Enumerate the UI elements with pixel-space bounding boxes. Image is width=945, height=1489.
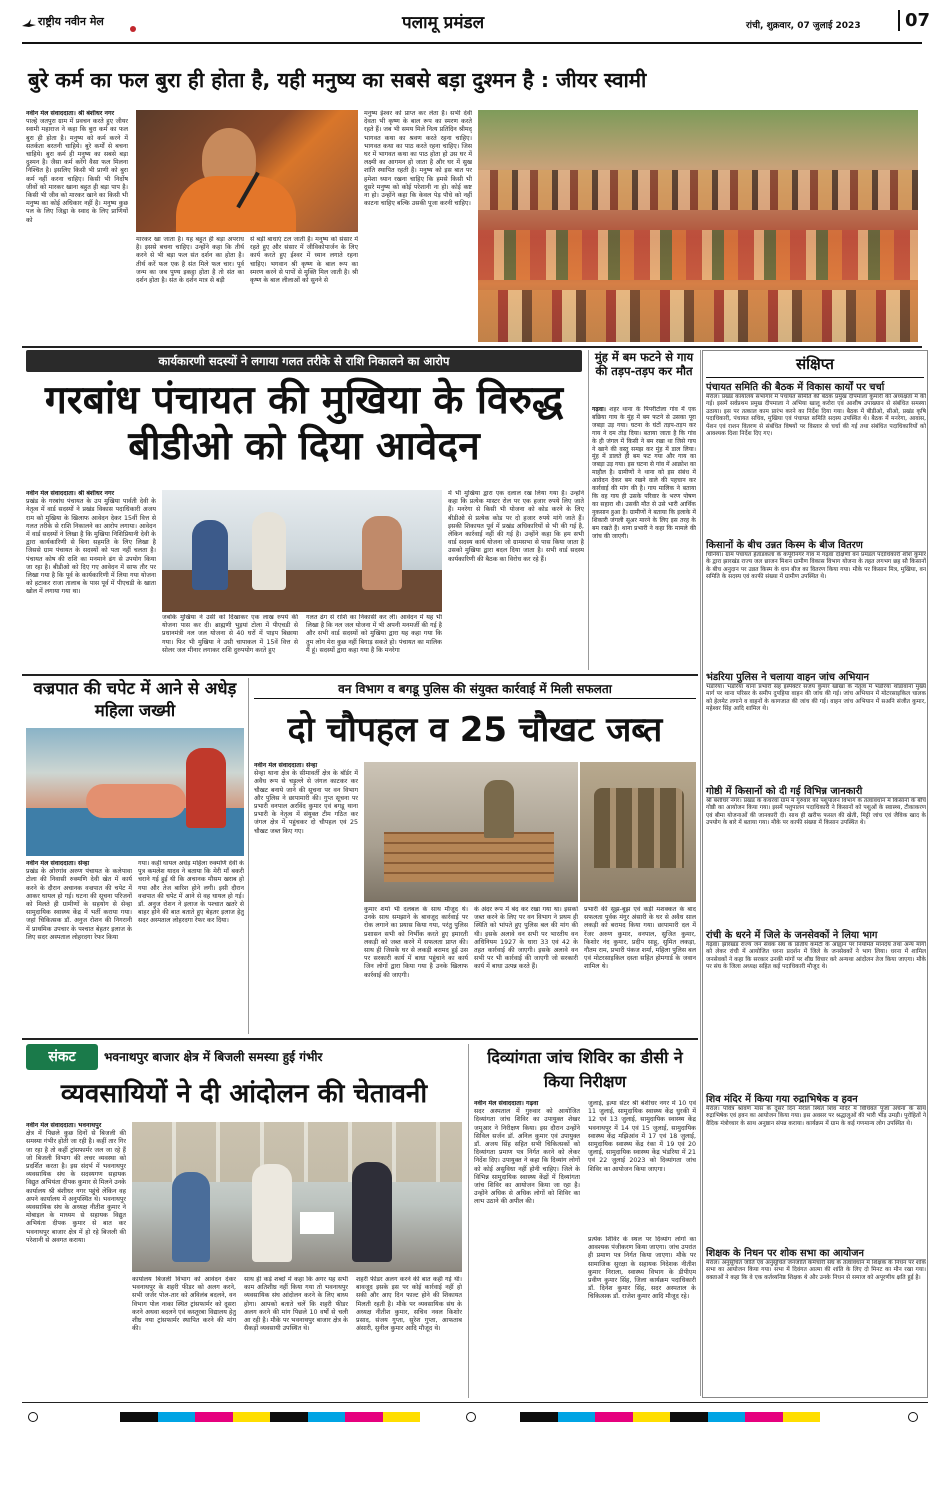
sidebar-item-4-body: श्री बंशीधर नगर। प्रखंड के कचरवा ग्राम में गुरुवार को पशुपालन विभाग के तत्वावधान में किसानों के बीच गोष्ठी का आयोजन किया गया। इसमें पशुपालन पदाधिकारी ने किसानों को पशुओं के स्वास्थ्य, टीकाकरण एवं बीमा योजनाओं की जानकारी दी। साथ ही खरीफ फसल की खेती, मिट्टी जांच एवं जैविक खाद के उपयोग के बारे में बताया गया। मौके पर काफी संख्या में किसान उपस्थित थे। xyxy=(706,798,926,827)
sidebar-title: संक्षिप्त xyxy=(706,354,924,378)
story5-col1-text: सेन्हा थाना क्षेत्र के सीमावर्ती क्षेत्र के बॉर्डर में अवैध रूप से चड़ुल्ले से जंगल काटकर कर चौखट बनाये जाने की सूचना पर वन विभाग और पुलिस ने छापामारी की। गुप्त सूचना पर प्रभारी वनपाल अरविंद कुमार एवं बगडू थाना प्रभारी के नेतृत्व में संयुक्त टीम गठित कर जंगल क्षेत्र में पहुंचकर दो चौपहल एवं 25 चौखट जब्त किए गए। xyxy=(254,770,358,835)
swatch xyxy=(633,1412,671,1422)
story1-col3: से बड़ी बाधाएं टल जाती है। मनुष्य को संसार में रहते हुए और संसार में जीविकोपार्जन के लिए कार्य करते हुए ईश्वर में ध्यान लगाते रहना चाहिए। भगवान श्री कृष्ण के बाल रूप का स्मरण करने से पापों से मुक्ति मिल जाती है। श्री कृष्ण के बाल लीलाओं को सुनने से xyxy=(250,236,358,285)
dateline: रांची, शुक्रवार, 07 जुलाई 2023 xyxy=(746,21,861,31)
swatch xyxy=(670,1412,708,1422)
swatch xyxy=(383,1412,421,1422)
story6-col1-text: क्षेत्र में पिछले कुछ दिनों से बिजली की समस्या गंभीर होती जा रही है। कहीं तार गिर जा रहा है तो कहीं ट्रांसफार्मर जल जा रहे हैं जो बिजली विभाग की लचर व्यवस्था को प्रदर्शित करता है। इस संदर्भ में भवनाथपुर व्यवसायिक संघ के सदस्यगण सहायक विद्युत अभियंता दीपक कुमार से मिलने उनके कार्यालय श्री बंशीधर नगर पहुंचे लेकिन वह अपने कार्यालय में अनुपस्थित थे। भवनाथपुर व्यवसायिक संघ के अध्यक्ष नीतीश कुमार ने मोबाइल के माध्यम से सहायक विद्युत अभियंता दीपक कुमार से बात कर भवनाथपुर बाजार क्षेत्र में हो रहे बिजली की परेशानी से अवगत कराया। xyxy=(26,1130,126,1244)
swatch xyxy=(783,1412,821,1422)
story5-col4: प्रभारी की सूझ-बूझ एवं कड़ी मशक्कत के बाद सफलता पूर्वक मंगुर अंसारी के घर से अवैध साल लकड़ी को बरामद किया गया। छापामारी दल में रेंजर अरुण कुमार, वनपाल, सुजित कुमार, किशोर नंद कुमार, प्रदीप साहू, सुमित लकड़ा, गौतम राम, प्रभारी पंकज शर्मा, महिला पुलिस बल एवं मोटरसाइकिल दस्ता सहित होमगार्ड के जवान शामिल थे। xyxy=(584,906,696,971)
swatch xyxy=(120,1412,158,1422)
story2-col3: गलत ढंग से राशि का निकासी कर ली। आवेदन में यह भी लिखा है कि नल जल योजना में भी अपनी मनमर्जी की गई है और सभी वार्ड सदस्यों को मुखिया द्वारा यह कहा गया कि तुम लोग मेरा कुछ नहीं बिगाड़ सकते हो। पंचायत का मालिक मैं हूं। सदस्यों द्वारा कहा गया है कि मनरेगा xyxy=(306,614,442,654)
sidebar-item-2-headline: किसानों के बीच उन्नत किस्म के बीज वितरण xyxy=(706,538,926,552)
story2-col4: में भी मुखिया द्वारा एक दलाल रख लिया गया है। उन्होंने कहा कि प्रत्येक मास्टर रोल पर एक हजार रुपये लिए जाते हैं। मनरेगा से किसी भी योजना को कोड करने के लिए बीडीओ से प्रत्येक कोड पर दो हजार रुपये मांगे जाते हैं। इसकी शिकायत पूर्व में प्रखंड अधिकारियों से भी की गई है, लेकिन कार्रवाई नहीं की गई है। उन्होंने कहा कि हम सभी वार्ड सदस्य कार्य योजना जो ग्रामसभा से पास किया जाता है उसको मुखिया द्वारा बदल दिया जाता है। सभी वार्ड सदस्य कार्यकारिणी की बैठक का विरोध कर रहे हैं। xyxy=(448,490,584,563)
section-title: पलामू प्रमंडल xyxy=(402,13,485,33)
story1-byline: नवीन मेल संवाददाता। श्री बंशीधर नगर xyxy=(26,110,115,117)
crowd-band-3 xyxy=(478,290,918,342)
story4-col1-text: प्रखंड के ओरगांव अरुण पंचायत के कलेपावा टोला की निवासी रुक्मणि देवी खेत में कार्य करने के दौरान अचानक वज्रपात की चपेट में आकर घायल हो गई। घटना की सूचना परिजनों को मिलते ही ग्रामीणों के सहयोग से सेन्हा सामुदायिक स्वास्थ्य केंद्र में भर्ती कराया गया। जहां चिकित्सक डॉ. अनुज रोशन की निगरानी में प्राथमिक उपचार के पश्चात बेहतर इलाज के लिए सदर अस्पताल लोहरदगा रेफर किया xyxy=(26,868,132,941)
story6-kicker: भवनाथपुर बाजार क्षेत्र में बिजली समस्या हुई गंभीर xyxy=(104,1050,323,1064)
photo-patient xyxy=(86,784,186,818)
registration-mark-left xyxy=(28,1412,38,1422)
divider-1 xyxy=(22,346,922,348)
story7-col1 xyxy=(474,1100,580,1398)
photo-robe xyxy=(176,176,296,232)
vertical-divider-3 xyxy=(248,678,249,1034)
story6-col4: शहरी फीडर अलग करने की बात कही गई थी। बावजूद इसके इस पर कोई कार्रवाई नहीं हो सकी और आए दिन फाल्ट होने की शिकायत मिलती रहती है। मौके पर व्यवसायिक संघ के अध्यक्ष नीतीश कुमार, सचिव नवल किशोर प्रसाद, संजय गुप्ता, सुरेश गुप्ता, आफताब अंसारी, सुनील कुमार आदि मौजूद थे। xyxy=(356,1276,462,1333)
sidebar-item-3-body: भंडरिया। भंडरिया थाना प्रभारी सह इंस्पेक्टर संजय कुमार खाखा के नेतृत्व में भंडरिया थोडावाना मुख्य मार्ग पर थाना परिसर के समीप दुपहिया वाहन की जांच की गई। जांच अभियान में मोटरसाइकिल चालक को हेलमेट लगाने व वाहनों के कागजात की जांच की गई। वाहन जांच अभियान में सअनि संजीत कुमार, महेश्वर सिंह आदि शामिल थे। xyxy=(706,684,926,713)
story4-col1 xyxy=(26,860,132,1032)
story2-kicker: कार्यकारणी सदस्यों ने लगाया गलत तरीके से राशि निकालने का आरोप xyxy=(26,350,582,372)
swatch xyxy=(158,1412,196,1422)
swatch xyxy=(745,1412,783,1422)
swatch xyxy=(520,1412,558,1422)
injured-woman-photo xyxy=(26,728,244,856)
story1-col4: मनुष्य ईश्वर को प्राप्त कर लेता है। सभी देवी देवता भी कृष्ण के बाल रूप का स्मरण करते रहते हैं। जब भी समय मिले नित्य प्रतिदिन श्रीमद् भागवत कथा का श्रवण करते रहना चाहिए। भागवत कथा का पाठ करते रहना चाहिए। जिस घर में भागवत कथा का पाठ होता हो उस घर में लक्ष्मी का आगमन हो जाता है और घर में सुख शांति स्थापित रहती है। मनुष्य को इस बात पर हमेशा ध्यान रखना चाहिए कि हमसे किसी भी दूसरे मनुष्य को कोई परेशानी ना हो। कोई कष्ट ना हो। उन्होंने कहा कि केवल पेड़ पौधे को नहीं काटना चाहिए बल्कि उसकी पूजा करनी चाहिए। xyxy=(364,110,472,208)
sidebar-item-2-body: चिनिया। ग्राम पंचायत हेताडकला के कर्पूरीनगर गांव में गढ़वा दक्षिणी वन प्रमंडल पदाधिकारी शशि कुमार के द्वारा झारखंड राज्य जल छाजन मिशन ग्रामीण विकास विभाग योजना के तहत लगभग छह सौ किसानों के बीच अनुदान पर उन्नत किस्म के धान बीज का वितरण किया गया। मौके पर किसान मित्र, मुखिया, वन समिति के सदस्य एवं काफी संख्या में ग्रामीण उपस्थित थे। xyxy=(706,552,926,581)
swatch xyxy=(558,1412,596,1422)
story1-headline: बुरे कर्म का फल बुरा ही होता है, यही मनुष्य का सबसे बड़ा दुश्मन है : जीयर स्वामी xyxy=(28,68,647,92)
crowd-band-2 xyxy=(478,230,918,280)
story3-body-text: शहर थाना के पिपरीटोला गांव में एक बछिया गाय के मुंह में बम फटने से उसका पूरा जबड़ा उड़ गया। घटना के घंटों तड़प-तड़प कर गाय ने दम तोड़ दिया। बताया जाता है कि गांव के ही जंगल में किसी ने बम रखा था जिसे गाय ने खाने की वस्तु समझ कर मुंह में डाल लिया। मुंह में डालते ही बम फट गया और गाय का जबड़ा उड़ गया। इस घटना से गांव में आक्रोश का माहौल है। ग्रामीणों ने थाना को इस संबंध में आवेदन देकर बम रखने वाले की पहचान कर कार्रवाई की मांग की है। गाय मालिक ने बताया कि वह गाय ही उसके परिवार के भरण पोषण का सहारा थी। उसकी मौत से उसे भारी आर्थिक नुकसान हुआ है। ग्रामीणों ने बताया कि इलाके में शिकारी जंगली सूअर मारने के लिए इस तरह के बम रखते हैं। थाना प्रभारी ने कहा कि मामले की जांच की जाएगी। xyxy=(592,406,696,540)
page-number: 07 xyxy=(898,10,930,31)
brand-dot xyxy=(130,26,136,32)
sidebar-item-1-body: मेराल। प्रखंड कार्यालय सभागार में पंचायत समिति की बैठक प्रमुख दीपमाला कुमारी की अध्यक्षता में की गई। इसमें सर्वप्रथम प्रमुख दीपमाला ने अभिया खालू करोरा एवं आशीष उपाख्यान से संबंधित समस्या उठाया। इस पर तत्काल काम प्रारंभ करने का निर्देश दिया गया। बैठक में बीडीओ, सीओ, प्रखंड कृषि पदाधिकारी, पंचायत सचिव, मुखिया एवं पंचायत समिति सदस्य उपस्थित थे। बैठक में मनरेगा, आवास, पेंशन एवं राशन वितरण से संबंधित विषयों पर विस्तार से चर्चा की गई तथा संबंधित पदाधिकारियों को आवश्यक दिशा निर्देश दिए गए। xyxy=(706,394,926,438)
story7-headline: दिव्यांगता जांच शिविर का डीसी ने किया निरीक्षण xyxy=(487,1048,683,1091)
story2-byline: नवीन मेल संवाददाता। श्री बंशीधर नगर xyxy=(26,490,115,497)
story6-col1 xyxy=(26,1122,126,1398)
story5-col2: कुमार शर्मा भी दलबल के साथ मौजूद थे। उनके साथ समझाने के बावजूद कार्रवाई पर रोक लगाने का प्रयास किया गया, परंतु पुलिस प्रशासन सभी को निर्भीक करते हुए इमारती लकड़ी को जब्त करने में सफलता प्राप्त की। साथ ही जिसके घर से लकड़ी बरामद हुई उस पर सरकारी कार्य में बाधा पहुंचाने का कार्य जिन लोगों द्वारा किया गया है उनके खिलाफ कार्रवाई की जाएगी। xyxy=(364,906,468,979)
sidebar-item-6-body: मेराल। पवित्र श्रावण मास के दूसरे दिन मेराल स्थित शिव मंदिर में विधिवत पूजा अर्चना के साथ रुद्राभिषेक एवं हवन का आयोजन किया गया। इस अवसर पर श्रद्धालुओं की भारी भीड़ उमड़ी। पुरोहितों ने वैदिक मंत्रोच्चार के साथ अनुष्ठान संपन्न कराया। कार्यक्रम में ग्राम के कई गणमान्य लोग उपस्थित थे। xyxy=(706,1106,926,1127)
photo-person-2 xyxy=(252,512,286,590)
photo-person-1 xyxy=(192,520,228,590)
divider-3 xyxy=(22,1038,698,1040)
swatch xyxy=(233,1412,271,1422)
swatch xyxy=(195,1412,233,1422)
sidebar-item-6-headline: शिव मंदिर में किया गया रुद्राभिषेक व हवन xyxy=(706,1092,926,1106)
story7-byline: नवीन मेल संवाददाता। गढ़वा xyxy=(474,1100,539,1107)
story6-label-badge: संकट xyxy=(26,1044,98,1070)
story5-col1 xyxy=(254,762,358,1034)
story1-col2: मारकर खा जाता है। यह बहुत ही बड़ा अपराध है। इससे बचना चाहिए। उन्होंने कहा कि तीर्थ करने से भी बड़ा फल संत दर्शन का होता है। तीर्थ करें फल एक है संत मिले फल चार। पूर्व जन्म का जब पुण्य इकट्ठा होता है तो संत का दर्शन होता है। संत के दर्शन मात्र से बड़ी xyxy=(136,236,244,285)
story4-col2: गया। कहीं घायल अधेड़ महिला रुक्मणि देवी के पुत्र कमलेश यादव ने बताया कि मेरी माँ बकरी चराने गई हुई थी कि अचानक मौसम खराब हो गया और तेज बारिश होने लगी। इसी दौरान वज्रपात की चपेट में आने से वह घायल हो गई। डॉ. अनुज रोशन ने इलाज के पश्चात खतरे से बाहर होने की बात बताते हुए बेहतर इलाज हेतु सदर अस्पताल लोहरदगा रेफर कर दिया। xyxy=(138,860,244,925)
vertical-divider-1 xyxy=(588,350,589,670)
swatch xyxy=(708,1412,746,1422)
story1-col1 xyxy=(26,110,128,342)
registration-mark-center xyxy=(466,1412,476,1422)
sidebar-item-7-body: मेराल। अनुसूचित जाति एवं अनुसूचित जनजाति कर्मचारी संघ के तत्वावधान में शिक्षक के निधन पर शोक सभा का आयोजन किया गया। सभा में दिवंगत आत्मा की शांति के लिए दो मिनट का मौन रखा गया। वक्ताओं ने कहा कि वे एक कर्तव्यनिष्ठ शिक्षक थे और उनके निधन से समाज को अपूरणीय क्षति हुई है। xyxy=(706,1260,926,1281)
story7-col1-text: सदर अस्पताल में गुरुवार को आयोजित दिव्यांगता जांच शिविर का उपायुक्त शेखर जमुआर ने निरीक्षण किया। इस दौरान उन्होंने सिविल सर्जन डॉ. अनिल कुमार एवं उपायुक्त डॉ. अजय सिंह सहित सभी चिकित्सकों को दिव्यांगता प्रमाण पत्र निर्गत करने को लेकर निर्देश दिए। उपायुक्त ने कहा कि दिव्यांग लोगों को कोई असुविधा नहीं होनी चाहिए। जिले के विभिन्न सामुदायिक स्वास्थ्य केंद्रों में दिव्यांगता जांच शिविर का आयोजन किया जा रहा है। उन्होंने अधिक से अधिक लोगों को शिविर का लाभ उठाने की अपील की। xyxy=(474,1108,580,1206)
story3-headline: मुंह में बम फटने से गाय की तड़प-तड़प कर मौत xyxy=(594,350,694,378)
story6-headline: व्यवसायियों ने दी आंदोलन की चेतावनी xyxy=(60,1079,428,1109)
story7-col2: जुलाई, इत्मा सेंटर श्री बंशीधर नगर में 10 एवं 11 जुलाई, सामुदायिक स्वास्थ्य केंद्र धुरकी में 12 एवं 13 जुलाई, सामुदायिक स्वास्थ्य केंद्र भवनाथपुर में 14 एवं 15 जुलाई, सामुदायिक स्वास्थ्य केंद्र मझिआंव में 17 एवं 18 जुलाई, सामुदायिक स्वास्थ्य केंद्र रंका में 19 एवं 20 जुलाई, सामुदायिक स्वास्थ्य केंद्र भंडरिया में 21 एवं 22 जुलाई 2023 को दिव्यांगता जांच शिविर का आयोजन किया जाएगा। xyxy=(588,1100,696,1173)
crowd-photo xyxy=(478,110,918,342)
photo-man-1 xyxy=(172,1172,210,1262)
story3-body xyxy=(592,406,696,668)
sidebar-item-5-body: गढ़वा। झारखंड राज्य जन सेवक संघ के प्रांतीय कमेटी के आह्वान पर नियमित मानदेय तथा अन्य मांगों को लेकर रांची में आयोजित धरना प्रदर्शन में जिले के जनसेवकों ने भाग लिया। धरना में शामिल जनसेवकों ने कहा कि सरकार उनकी मांगों पर शीघ्र विचार करे अन्यथा आंदोलन तेज किया जाएगा। मौके पर संघ के जिला अध्यक्ष सहित कई पदाधिकारी मौजूद थे। xyxy=(706,942,926,971)
story2-col2: जबकि मुखिया ने उसी को दिखाकर एक लाख रुपये की योजना पास कर दी। ब्राह्मणी भुइयां टोला में पीएचडी से प्रधानमंत्री नल जल योजना से 40 घरों में पाइप बिछाया गया। फिर भी मुखिया ने उसी चापाकल में 15वें वित्त से सोलर जल मीनार लगाकर राशि दुरुपयोग करते हुए xyxy=(162,614,298,654)
photo-officer xyxy=(484,780,514,838)
story3-byline: गढ़वा। xyxy=(592,406,606,413)
photo-man-2 xyxy=(252,1164,292,1262)
masthead xyxy=(22,8,931,44)
vertical-divider-4 xyxy=(468,1044,469,1398)
story5-kicker: वन विभाग व बगडू पुलिस की संयुक्त कार्रवाई में मिली सफलता xyxy=(254,680,696,699)
sidebar-item-3-headline: भंडरिया पुलिस ने चलाया वाहन जांच अभियान xyxy=(706,670,926,684)
swatch xyxy=(270,1412,308,1422)
sidebar-item-5-headline: रांची के धरने में जिले के जनसेवकों ने लिया भाग xyxy=(706,928,926,942)
color-bar-left xyxy=(120,1412,420,1422)
story4-headline: वज्रपात की चपेट में आने से अधेड़ महिला जख्मी xyxy=(33,679,237,720)
story5-headline: दो चौपहल व 25 चौखट जब्त xyxy=(287,710,663,750)
photo-police-group xyxy=(594,788,684,868)
swatch xyxy=(595,1412,633,1422)
crowd-band-1 xyxy=(478,170,918,210)
color-bar-right xyxy=(520,1412,820,1422)
story1-col1-text: पाल्हे जतपुरा ग्राम में प्रवचन करते हुए जीयर स्वामी महाराज ने कहा कि बुरा कर्म का फल बुरा ही होता है। मनुष्य को कर्म करने में सतर्कता बरतनी चाहिये। बुरे कर्मों से बचना चाहिये। बुरा कर्म ही मनुष्य का सबसे बड़ा दुश्मन है। जैसा कर्म करेंगे वैसा फल मिलना निश्चित है। इसलिए किसी भी प्राणी को बुरा कर्म नहीं करना चाहिए। किसी भी निर्दोष जीवों को मारकर खाना बहुत ही बड़ा पाप है। किसी भी जीव को मारकर खाने का किसी भी मनुष्य का कोई अधिकार नहीं है। मनुष्य कुछ पल के लिए जिह्वा के स्वाद के लिए प्राणियों को xyxy=(26,118,128,224)
story2-col1-text: प्रखंड के गरबांध पंचायत के उप मुखिया पार्वती देवी के नेतृत्व में वार्ड सदस्यों ने प्रखंड विकास पदाधिकारी अजय राम को मुखिया के खिलाफ आवेदन देकर 15वीं वित्त से गलत तरीके से राशि निकालने का आरोप लगाया। आवेदन में वार्ड सदस्यों ने लिखा है कि मुखिया निशिप्रियानी देवी के द्वारा कार्यकारिणी से बिना सहमति के लिए लिखा है जिससे ग्राम पंचायत के सदस्यों को पता नहीं चलता है। पंचायत कोष की राशि का मनमाने ढंग से उपयोग किया जा रहा है। बीडीओ को दिए गए आवेदन में साफ तौर पर लिखा गया है कि पूर्व के कार्यकारिणी में लिया गया योजना को हटाकर राजा तालाब के पास पूर्व में पीएचडी के खाता खोल में लगाया गया था। xyxy=(26,498,156,596)
registration-mark-right xyxy=(908,1412,918,1422)
swatch xyxy=(345,1412,383,1422)
swami-photo xyxy=(136,110,358,232)
seized-wood-photo-1 xyxy=(364,762,578,902)
sidebar-item-4-headline: गोष्ठी में किसानों को दी गई विभिन्न जानकारी xyxy=(706,784,926,798)
story6-col3: साथ ही कड़े शब्दों में कहा कि अगर यह सभी काम अतिशीघ्र नहीं किया गया तो भवनाथपुर व्यवसायिक संघ आंदोलन करने के लिए बाध्य होगा। आपको बताते चलें कि शहरी फीडर अलग करने की मांग पिछले 10 वर्षों से चली आ रही है। मौके पर भवनाथपुर बाजार क्षेत्र के सैकड़ों व्यवसायी उपस्थित थे। xyxy=(244,1276,348,1333)
swatch xyxy=(308,1412,346,1422)
seized-wood-photo-2 xyxy=(580,762,696,902)
sidebar-item-1-headline: पंचायत समिति की बैठक में विकास कार्यों पर चर्चा xyxy=(706,380,926,394)
photo-person-3 xyxy=(362,516,402,590)
photo-attendant xyxy=(186,748,226,828)
memorandum-photo xyxy=(132,1122,462,1272)
photo-wood-stack xyxy=(384,832,554,882)
story4-byline: नवीन मेल संवाददाता। सेन्हा xyxy=(26,860,90,867)
story5-byline: नवीन मेल संवाददाता। सेन्हा xyxy=(254,762,318,769)
story2-headline: गरबांध पंचायत की मुखिया के विरुद्ध बीडीओ को दिया आवेदन xyxy=(44,378,564,469)
photo-man-3 xyxy=(352,1162,392,1262)
story2-col1 xyxy=(26,490,156,666)
story5-col3: के अंदर रूप में बंद कर रखा गया था। इसको जब्त करने के लिए पर वन विभाग ने प्रथम ही स्थिति को भांपते हुए पुलिस बल की मांग की थी। इसके अलावे वन सभी पर भारतीय वन अधिनियम 1927 के धारा 33 एवं 42 के तहत कार्रवाई की जाएगी। इसके अलावे वन सभी पर भी कार्रवाई की जाएगी जो सरकारी कार्य में बाधा उत्पन्न करते हैं। xyxy=(474,906,578,971)
paper-name: राष्ट्रीय नवीन मेल xyxy=(38,15,104,28)
divider-2 xyxy=(22,674,698,676)
story6-col2: कार्यालय बिजली विभाग को आवेदन देकर भवनाथपुर के शहरी फीडर को अलग करने, सभी जर्जर पोल-तार को अविलंब बदलने, वन विभाग पोल नाका स्थित ट्रांसफार्मर को दूसरा करने अथवा बदलने एवं कस्तूरबा विद्यालय हेतु शीघ्र नया ट्रांसफार्मर स्थापित करने की मांग की। xyxy=(132,1276,236,1333)
story7-col3: प्रत्येक शिविर के स्थल पर दिव्यांग लोगों का आवश्यक पंजीकरण किया जाएगा। जांच उपरांत ही प्रमाण पत्र निर्गत किया जाएगा। मौके पर सामाजिक सुरक्षा के सहायक निदेशक नीतीश कुमार निराला, स्वास्थ्य विभाग के डीपीएम प्रवीण कुमार सिंह, जिला कार्यक्रम पदाधिकारी डॉ. दिनेश कुमार सिंह, सदर अस्पताल के चिकित्सक डॉ. राजेश कुमार आदि मौजूद रहे। xyxy=(588,1236,696,1301)
story6-byline: नवीन मेल संवाददाता। भवनाथपुर xyxy=(26,1122,102,1129)
photo-paper xyxy=(300,1212,334,1234)
bird-logo-icon xyxy=(22,16,36,28)
bdo-office-photo xyxy=(162,490,442,612)
sidebar-item-7-headline: शिक्षक के निधन पर शोक सभा का आयोजन xyxy=(706,1246,926,1260)
vertical-divider-2 xyxy=(700,350,701,1396)
footer-rule xyxy=(22,1402,928,1403)
